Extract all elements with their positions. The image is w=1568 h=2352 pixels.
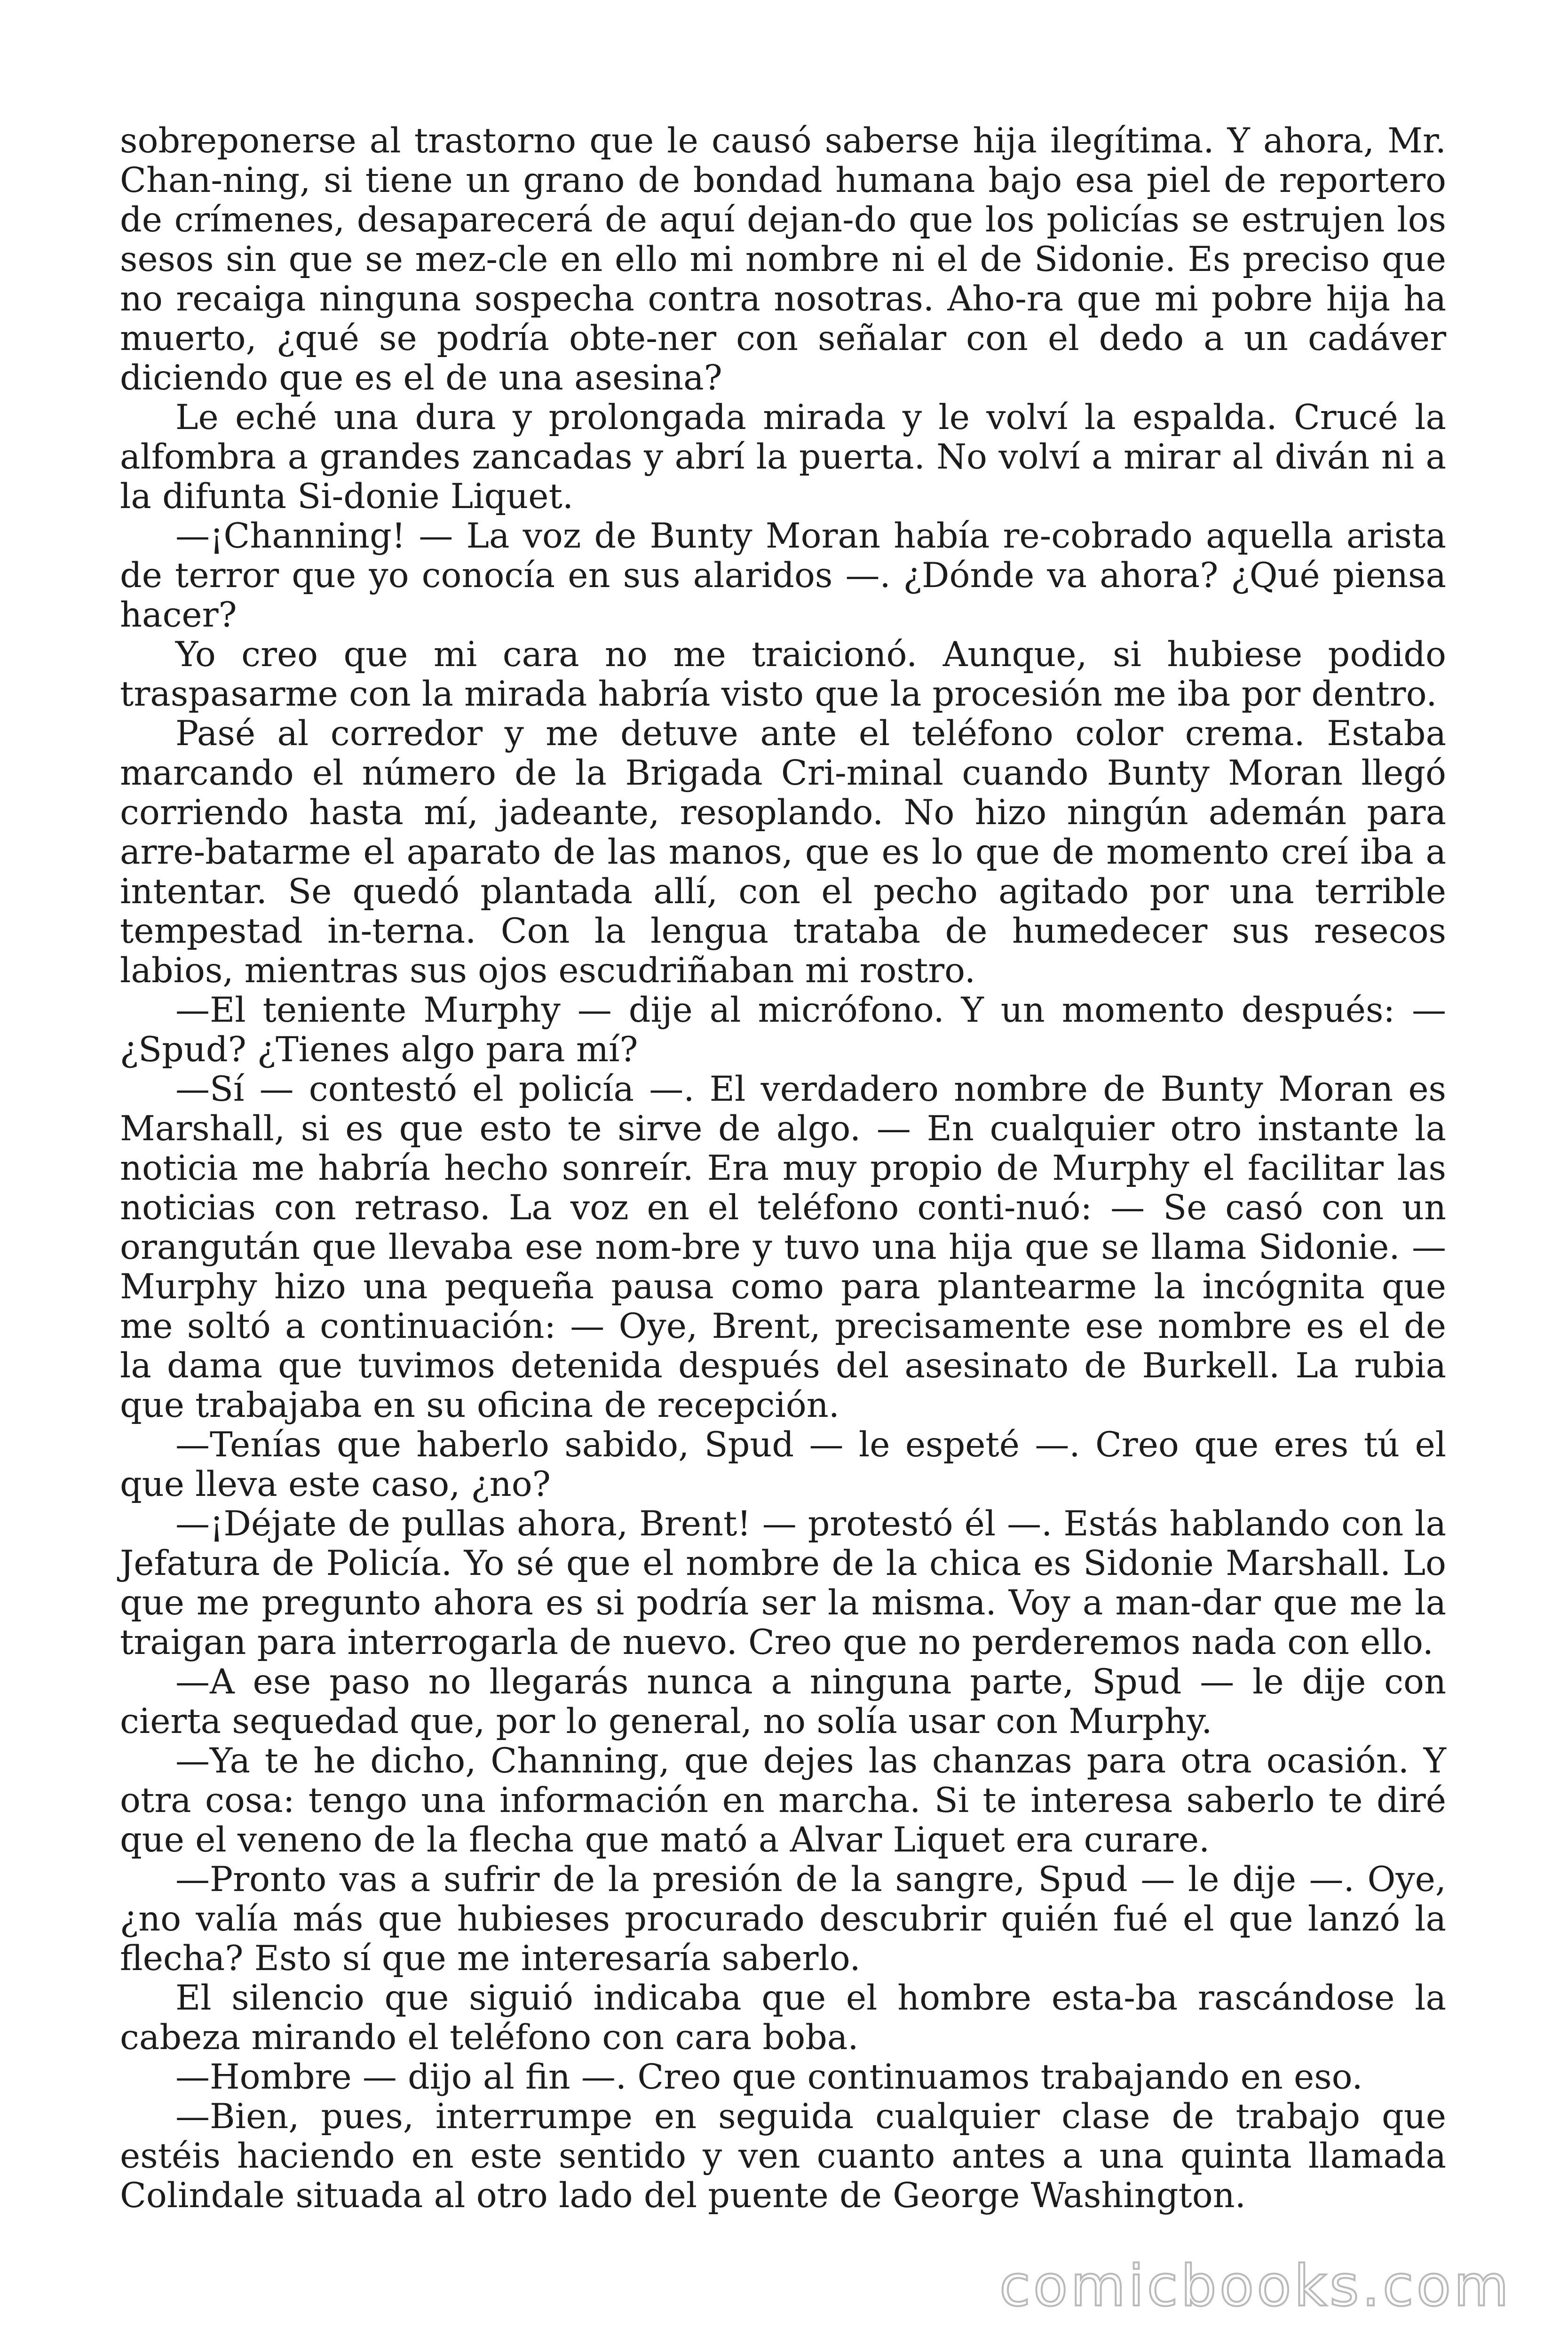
paragraph: —Pronto vas a sufrir de la presión de la sangre, Spud — le dije —. Oye, ¿no valía más que hubieses procurado descubrir quién fué el que lanzó la flecha? Esto sí que me interesaría saberlo.	[120, 1859, 1446, 1979]
watermark: comicbooks.com	[999, 2254, 1512, 2319]
paragraph: —¡Déjate de pullas ahora, Brent! — protestó él —. Estás hablando con la Jefatura de Policía. Yo sé que el nombre de la chica es Sidonie Marshall. Lo que me pregunto ahora es si podría ser la misma. Voy a man-dar que me la traigan para interrogarla de nuevo. Creo que no perderemos nada con ello.	[120, 1504, 1446, 1662]
paragraph: —Sí — contestó el policía —. El verdadero nombre de Bunty Moran es Marshall, si es que esto te sirve de algo. — En cualquier otro instante la noticia me habría hecho sonreír. Era muy propio de Murphy el facilitar las noticias con retraso. La voz en el teléfono conti-nuó: — Se casó con un orangután que llevaba ese nom-bre y tuvo una hija que se llama Sidonie. — Murphy hizo una pequeña pausa como para plantearme la incógnita que me soltó a continuación: — Oye, Brent, precisamente ese nombre es el de la dama que tuvimos detenida después del asesinato de Burkell. La rubia que trabajaba en su oficina de recepción.	[120, 1069, 1446, 1425]
paragraph: Pasé al corredor y me detuve ante el teléfono color crema. Estaba marcando el número de la Brigada Cri-minal cuando Bunty Moran llegó corriendo hasta mí, jadeante, resoplando. No hizo ningún ademán para arre-batarme el aparato de las manos, que es lo que de momento creí iba a intentar. Se quedó plantada allí, con el pecho agitado por una terrible tempestad in-terna. Con la lengua trataba de humedecer sus resecos labios, mientras sus ojos escudriñaban mi rostro.	[120, 714, 1446, 991]
paragraph: —Tenías que haberlo sabido, Spud — le espeté —. Creo que eres tú el que lleva este caso, ¿no?	[120, 1425, 1446, 1504]
paragraph: sobreponerse al trastorno que le causó saberse hija ilegítima. Y ahora, Mr. Chan-ning, si tiene un grano de bondad humana bajo esa piel de reportero de crímenes, desaparecerá de aquí dejan-do que los policías se estrujen los sesos sin que se mez-cle en ello mi nombre ni el de Sidonie. Es preciso que no recaiga ninguna sospecha contra nosotras. Aho-ra que mi pobre hija ha muerto, ¿qué se podría obte-ner con señalar con el dedo a un cadáver diciendo que es el de una asesina?	[120, 121, 1446, 398]
paragraph: Yo creo que mi cara no me traicionó. Aunque, si hubiese podido traspasarme con la mirada habría visto que la procesión me iba por dentro.	[120, 635, 1446, 714]
paragraph: —El teniente Murphy — dije al micrófono. Y un momento después: — ¿Spud? ¿Tienes algo para mí?	[120, 990, 1446, 1070]
page-text	[120, 121, 1446, 2216]
paragraph: —A ese paso no llegarás nunca a ninguna parte, Spud — le dije con cierta sequedad que, por lo general, no solía usar con Murphy.	[120, 1662, 1446, 1741]
paragraph: —Ya te he dicho, Channing, que dejes las chanzas para otra ocasión. Y otra cosa: tengo una información en marcha. Si te interesa saberlo te diré que el veneno de la flecha que mató a Alvar Liquet era curare.	[120, 1741, 1446, 1860]
paragraph: —Hombre — dijo al fin —. Creo que continuamos trabajando en eso.	[175, 2057, 1363, 2097]
paragraph: —¡Channing! — La voz de Bunty Moran había re-cobrado aquella arista de terror que yo conocía en sus alaridos —. ¿Dónde va ahora? ¿Qué piensa hacer?	[120, 516, 1446, 635]
paragraph: —Bien, pues, interrumpe en seguida cualquier clase de trabajo que estéis haciendo en este sentido y ven cuanto antes a una quinta llamada Colindale situada al otro lado del puente de George Washington.	[120, 2097, 1446, 2216]
paragraph: Le eché una dura y prolongada mirada y le volví la espalda. Crucé la alfombra a grandes zancadas y abrí la puerta. No volví a mirar al diván ni a la difunta Si-donie Liquet.	[120, 397, 1446, 516]
paragraph: El silencio que siguió indicaba que el hombre esta-ba rascándose la cabeza mirando el teléfono con cara boba.	[120, 1978, 1446, 2058]
